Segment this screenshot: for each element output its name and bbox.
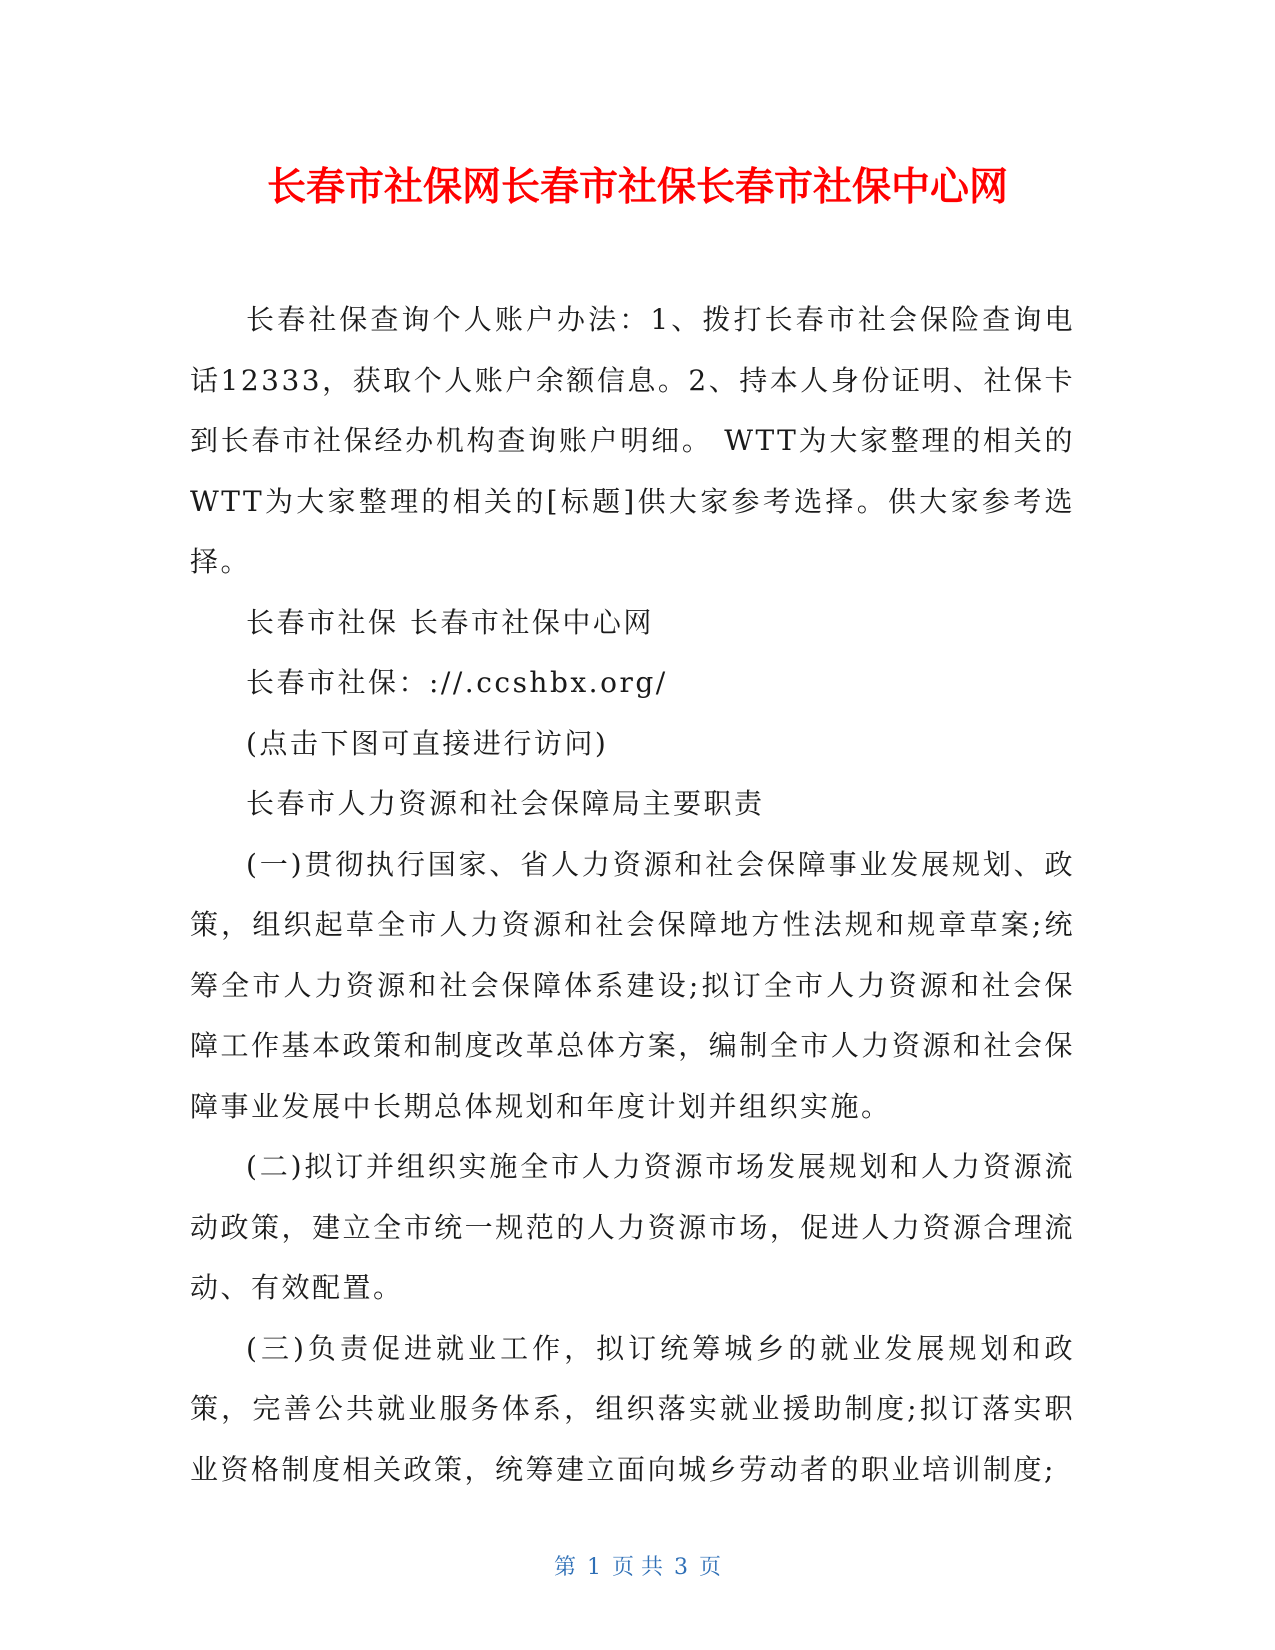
total-pages-number: 3 [674, 1555, 688, 1580]
paragraph-query-method: 长春社保查询个人账户办法：1、拨打长春市社会保险查询电话12333，获取个人账户余额信息。2、持本人身份证明、社保卡到长春市社保经办机构查询账户明细。 WTT为大家整理的相关的WTT为大家整理的相关的[标题]供大家参考选择。供大家参考选择。 [190, 303, 1075, 578]
page-label-suffix: 页 [699, 1555, 722, 1580]
paragraph-site-name: 长春市社保 长春市社保中心网 [246, 605, 654, 639]
paragraph-site-url: 长春市社保：://.ccshbx.org/ [246, 666, 668, 699]
paragraph-duty-3: (三)负责促进就业工作，拟订统筹城乡的就业发展规划和政策，完善公共就业服务体系，组织落实就业援助制度;拟订落实职业资格制度相关政策，统筹建立面向城乡劳动者的职业培训制度; [190, 1331, 1075, 1486]
page-label-prefix: 第 [553, 1555, 576, 1580]
paragraph-duties-heading: 长春市人力资源和社会保障局主要职责 [246, 787, 765, 820]
document-body [190, 290, 1075, 1500]
paragraph-duty-2: (二)拟订并组织实施全市人力资源市场发展规划和人力资源流动政策，建立全市统一规范的人力资源市场，促进人力资源合理流动、有效配置。 [190, 1150, 1075, 1304]
document-title: 长春市社保网长春市社保长春市社保中心网 [266, 165, 1008, 210]
paragraph-click-hint: (点击下图可直接进行访问) [246, 726, 609, 760]
page-label-middle: 页 共 [612, 1555, 663, 1580]
current-page-number: 1 [587, 1555, 601, 1580]
paragraph-duty-1: (一)贯彻执行国家、省人力资源和社会保障事业发展规划、政策，组织起草全市人力资源和社会保障地方性法规和规章草案;统筹全市人力资源和社会保障体系建设;拟订全市人力资源和社会保障工作基本政策和制度改革总体方案，编制全市人力资源和社会保障事业发展中长期总体规划和年度计划并组织实施。 [190, 847, 1075, 1123]
page-number-footer [0, 1553, 1275, 1583]
